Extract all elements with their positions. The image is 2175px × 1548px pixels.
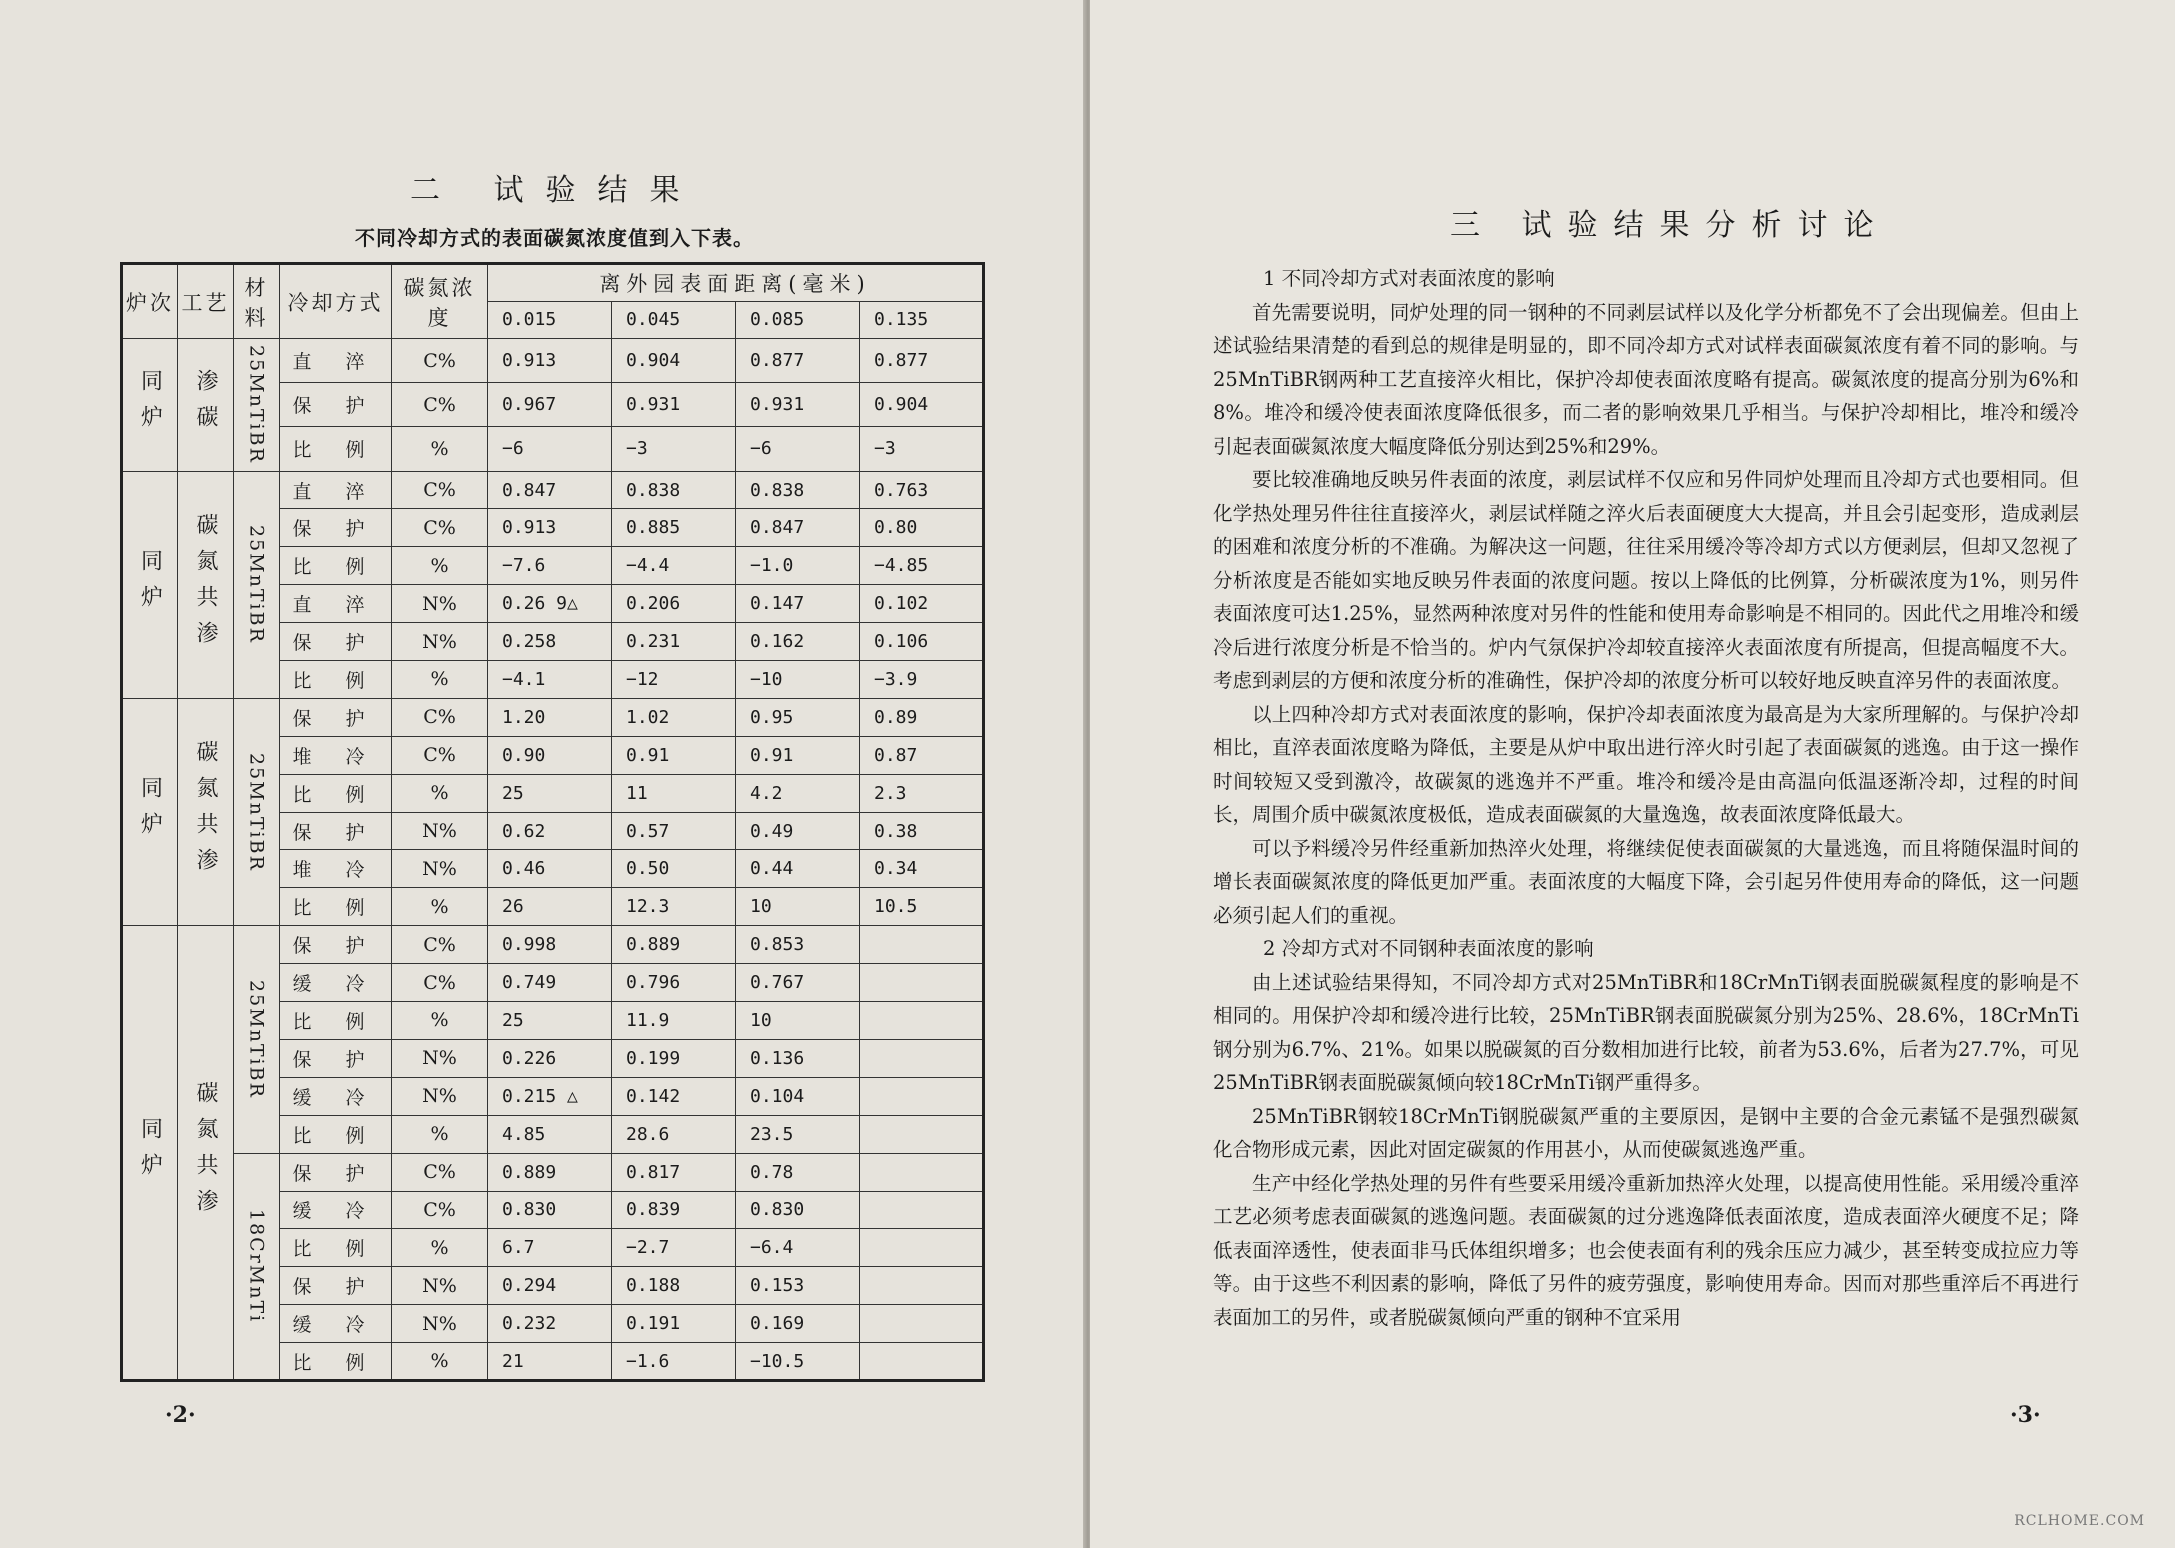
value-cell: 0.215 △ — [488, 1077, 612, 1115]
concentration-unit-cell: C% — [392, 926, 488, 964]
value-cell — [860, 1343, 984, 1381]
value-cell: 0.830 — [736, 1191, 860, 1229]
table-row — [122, 471, 984, 509]
value-cell: 0.104 — [736, 1077, 860, 1115]
value-cell: 21 — [488, 1343, 612, 1381]
value-cell: 0.90 — [488, 736, 612, 774]
value-cell: −7.6 — [488, 547, 612, 585]
material-cell: 25MnTiBR — [234, 471, 280, 698]
cooling-method-cell: 保 护 — [280, 926, 392, 964]
concentration-unit-cell: C% — [392, 471, 488, 509]
value-cell: −6 — [488, 427, 612, 471]
concentration-unit-cell: N% — [392, 1077, 488, 1115]
cooling-method-cell: 缓 冷 — [280, 964, 392, 1002]
material-cell: 18CrMnTi — [234, 1153, 280, 1380]
concentration-unit-cell: N% — [392, 1039, 488, 1077]
concentration-unit-cell: C% — [392, 1191, 488, 1229]
value-cell: 10 — [736, 888, 860, 926]
value-cell: 28.6 — [612, 1115, 736, 1153]
header-material: 材料 — [234, 264, 280, 339]
left-page — [0, 0, 1085, 1548]
table-row — [122, 698, 984, 736]
value-cell: 0.153 — [736, 1267, 860, 1305]
value-cell: 0.847 — [736, 509, 860, 547]
value-cell: 0.44 — [736, 850, 860, 888]
value-cell: 26 — [488, 888, 612, 926]
value-cell: 0.885 — [612, 509, 736, 547]
value-cell: 0.169 — [736, 1305, 860, 1343]
table-row — [122, 926, 984, 964]
value-cell: 0.931 — [736, 383, 860, 427]
value-cell: 0.206 — [612, 585, 736, 623]
value-cell: 0.853 — [736, 926, 860, 964]
concentration-unit-cell: % — [392, 1115, 488, 1153]
value-cell: 0.199 — [612, 1039, 736, 1077]
value-cell: 0.49 — [736, 812, 860, 850]
cooling-method-cell: 保 护 — [280, 623, 392, 661]
value-cell: −10.5 — [736, 1343, 860, 1381]
value-cell: 4.2 — [736, 774, 860, 812]
value-cell: 10.5 — [860, 888, 984, 926]
value-cell: 0.80 — [860, 509, 984, 547]
value-cell: 0.162 — [736, 623, 860, 661]
value-cell: 0.89 — [860, 698, 984, 736]
paragraph: 以上四种冷却方式对表面浓度的影响，保护冷却表面浓度为最高是为大家所理解的。与保护冷却相比，直淬表面浓度略为降低，主要是从炉中取出进行淬火时引起了表面碳氮的逃逸。由于这一操作时间较短又受到激冷，故碳氮的逃逸并不严重。堆冷和缓冷是由高温向低温逐渐冷却，过程的时间长，周围介质中碳氮浓度极低，造成表面碳氮的大量逸逸，故表面浓度降低最大。 — [1213, 702, 2079, 826]
concentration-unit-cell: C% — [392, 339, 488, 383]
value-cell: 0.817 — [612, 1153, 736, 1191]
furnace-cell: 同炉 — [122, 471, 178, 698]
value-cell: 0.191 — [612, 1305, 736, 1343]
value-cell: −4.4 — [612, 547, 736, 585]
cooling-method-cell: 比 例 — [280, 1343, 392, 1381]
value-cell: 23.5 — [736, 1115, 860, 1153]
value-cell: 0.232 — [488, 1305, 612, 1343]
concentration-unit-cell: % — [392, 1002, 488, 1040]
cooling-method-cell: 直 淬 — [280, 471, 392, 509]
cooling-method-cell: 保 护 — [280, 812, 392, 850]
value-cell: 0.91 — [736, 736, 860, 774]
cooling-method-cell: 比 例 — [280, 1002, 392, 1040]
cooling-method-cell: 保 护 — [280, 1153, 392, 1191]
concentration-unit-cell: N% — [392, 850, 488, 888]
value-cell: 0.967 — [488, 383, 612, 427]
concentration-unit-cell: N% — [392, 1305, 488, 1343]
value-cell: 25 — [488, 1002, 612, 1040]
paragraph: 要比较准确地反映另件表面的浓度，剥层试样不仅应和另件同炉处理而且冷却方式也要相同。但化学热处理另件往往直接淬火，剥层试样随之淬火后表面硬度大大提高，并且会引起变形，造成剥层的困难和浓度分析的不准确。为解决这一问题，往往采用缓冷等冷却方式以方便剥层，但却又忽视了分析浓度是否能如实地反映另件表面的浓度问题。按以上降低的比例算，分析碳浓度为1%，则另件表面浓度可达1.25%，显然两种浓度对另件的性能和使用寿命影响是不相同的。因此代之用堆冷和缓冷后进行浓度分析是不恰当的。炉内气氛保护冷却较直接淬火表面浓度有所提高，但提高幅度不大。考虑到剥层的方便和浓度分析的准确性，保护冷却的浓度分析可以较好地反映直淬另件的表面浓度。 — [1213, 468, 2079, 692]
value-cell: 0.847 — [488, 471, 612, 509]
cooling-method-cell: 保 护 — [280, 1267, 392, 1305]
cooling-method-cell: 比 例 — [280, 1115, 392, 1153]
value-cell — [860, 1002, 984, 1040]
value-cell: 0.91 — [612, 736, 736, 774]
value-cell: 0.913 — [488, 509, 612, 547]
concentration-unit-cell: C% — [392, 383, 488, 427]
discussion-body — [1213, 262, 2079, 1334]
value-cell: 0.830 — [488, 1191, 612, 1229]
concentration-unit-cell: C% — [392, 509, 488, 547]
value-cell: −10 — [736, 661, 860, 699]
concentration-unit-cell: % — [392, 1343, 488, 1381]
value-cell: −2.7 — [612, 1229, 736, 1267]
furnace-cell: 同炉 — [122, 926, 178, 1381]
concentration-unit-cell: N% — [392, 623, 488, 661]
concentration-unit-cell: % — [392, 888, 488, 926]
paragraph: 首先需要说明，同炉处理的同一钢种的不同剥层试样以及化学分析都免不了会出现偏差。但由上述试验结果清楚的看到总的规律是明显的，即不同冷却方式对试样表面碳氮浓度有着不同的影响。与25MnTiBR钢两种工艺直接淬火相比，保护冷却使表面浓度略有提高。碳氮浓度的提高分别为6%和8%。堆冷和缓冷使表面浓度降低很多，而二者的影响效果几乎相当。与保护冷却相比，堆冷和缓冷引起表面碳氮浓度大幅度降低分别达到25%和29%。 — [1213, 300, 2079, 458]
section-title-results: 二 试验结果 — [410, 173, 702, 208]
value-cell: 0.57 — [612, 812, 736, 850]
cooling-method-cell: 比 例 — [280, 774, 392, 812]
paragraph: 25MnTiBR钢较18CrMnTi钢脱碳氮严重的主要原因，是钢中主要的合金元素锰不是强烈碳氮化合物形成元素，因此对固定碳氮的作用甚小，从而使碳氮逃逸严重。 — [1213, 1104, 2079, 1161]
value-cell: 0.38 — [860, 812, 984, 850]
value-cell — [860, 1305, 984, 1343]
header-process: 工艺 — [178, 264, 234, 339]
value-cell: 25 — [488, 774, 612, 812]
value-cell: 0.838 — [612, 471, 736, 509]
paragraph: 可以予料缓冷另件经重新加热淬火处理，将继续促使表面碳氮的大量逃逸，而且将随保温时间的增长表面碳氮浓度的降低更加严重。表面浓度的大幅度下降，会引起另件使用寿命的降低，这一问题必须引起人们的重视。 — [1213, 836, 2079, 927]
value-cell: −4.85 — [860, 547, 984, 585]
value-cell: 0.78 — [736, 1153, 860, 1191]
concentration-unit-cell: C% — [392, 736, 488, 774]
concentration-unit-cell: N% — [392, 1267, 488, 1305]
value-cell: 0.106 — [860, 623, 984, 661]
value-cell: 1.02 — [612, 698, 736, 736]
cooling-method-cell: 堆 冷 — [280, 736, 392, 774]
value-cell: 0.102 — [860, 585, 984, 623]
value-cell: 0.258 — [488, 623, 612, 661]
header-distance: 离外园表面距离(毫米) — [488, 264, 984, 302]
value-cell: −3 — [612, 427, 736, 471]
header-cooling: 冷却方式 — [280, 264, 392, 339]
watermark: RCLHOME.COM — [2014, 1513, 2145, 1529]
concentration-unit-cell: C% — [392, 964, 488, 1002]
concentration-unit-cell: % — [392, 661, 488, 699]
value-cell: 0.931 — [612, 383, 736, 427]
furnace-cell: 同炉 — [122, 698, 178, 925]
value-cell: 0.294 — [488, 1267, 612, 1305]
value-cell: 0.889 — [612, 926, 736, 964]
cooling-method-cell: 比 例 — [280, 427, 392, 471]
value-cell: 0.62 — [488, 812, 612, 850]
value-cell: 0.136 — [736, 1039, 860, 1077]
value-cell — [860, 1191, 984, 1229]
paragraph: 由上述试验结果得知，不同冷却方式对25MnTiBR和18CrMnTi钢表面脱碳氮程度的影响是不相同的。用保护冷却和缓冷进行比较，25MnTiBR钢表面脱碳氮分别为25%、28.6%，18CrMnTi钢分别为6.7%、21%。如果以脱碳氮的百分数相加进行比较，前者为53.6%，后者为27.7%，可见25MnTiBR钢表面脱碳氮倾向较18CrMnTi钢严重得多。 — [1213, 970, 2079, 1094]
value-cell: 0.142 — [612, 1077, 736, 1115]
cooling-method-cell: 比 例 — [280, 1229, 392, 1267]
concentration-unit-cell: % — [392, 1229, 488, 1267]
header-furnace: 炉次 — [122, 264, 178, 339]
results-table — [120, 262, 985, 1382]
value-cell: 0.226 — [488, 1039, 612, 1077]
cooling-method-cell: 比 例 — [280, 888, 392, 926]
table-row — [122, 339, 984, 383]
concentration-unit-cell: C% — [392, 698, 488, 736]
header-depth-4: 0.135 — [860, 301, 984, 339]
concentration-unit-cell: % — [392, 774, 488, 812]
value-cell: 0.749 — [488, 964, 612, 1002]
value-cell — [860, 1077, 984, 1115]
value-cell — [860, 1115, 984, 1153]
concentration-unit-cell: C% — [392, 1153, 488, 1191]
value-cell: 10 — [736, 1002, 860, 1040]
value-cell: 2.3 — [860, 774, 984, 812]
value-cell: 0.231 — [612, 623, 736, 661]
cooling-method-cell: 堆 冷 — [280, 850, 392, 888]
value-cell: −4.1 — [488, 661, 612, 699]
value-cell: 0.998 — [488, 926, 612, 964]
value-cell: 0.839 — [612, 1191, 736, 1229]
value-cell: 0.46 — [488, 850, 612, 888]
cooling-method-cell: 保 护 — [280, 1039, 392, 1077]
value-cell: −12 — [612, 661, 736, 699]
value-cell: 1.20 — [488, 698, 612, 736]
process-cell: 碳氮共渗 — [178, 926, 234, 1381]
value-cell: −1.0 — [736, 547, 860, 585]
value-cell: 0.26 9△ — [488, 585, 612, 623]
value-cell: 0.34 — [860, 850, 984, 888]
cooling-method-cell: 比 例 — [280, 661, 392, 699]
value-cell: 0.889 — [488, 1153, 612, 1191]
value-cell: 0.147 — [736, 585, 860, 623]
subsection-heading-1: 1 不同冷却方式对表面浓度的影响 — [1263, 267, 1555, 290]
value-cell — [860, 1229, 984, 1267]
value-cell: 4.85 — [488, 1115, 612, 1153]
value-cell: 0.763 — [860, 471, 984, 509]
value-cell: 0.796 — [612, 964, 736, 1002]
concentration-unit-cell: % — [392, 547, 488, 585]
value-cell: −3 — [860, 427, 984, 471]
process-cell: 碳氮共渗 — [178, 471, 234, 698]
header-concentration: 碳氮浓度 — [392, 264, 488, 339]
value-cell — [860, 1153, 984, 1191]
value-cell: −6.4 — [736, 1229, 860, 1267]
table-caption: 不同冷却方式的表面碳氮浓度值到入下表。 — [355, 226, 754, 250]
cooling-method-cell: 缓 冷 — [280, 1305, 392, 1343]
value-cell: −3.9 — [860, 661, 984, 699]
cooling-method-cell: 比 例 — [280, 547, 392, 585]
paragraph: 生产中经化学热处理的另件有些要采用缓冷重新加热淬火处理，以提高使用性能。采用缓冷重淬工艺必须考虑表面碳氮的逃逸问题。表面碳氮的过分逃逸降低表面浓度，造成表面淬火硬度不足；降低表面淬透性，使表面非马氏体组织增多；也会使表面有利的残余压应力减少，甚至转变成拉应力等等。由于这些不利因素的影响，降低了另件的疲劳强度，影响使用寿命。因而对那些重淬后不再进行表面加工的另件，或者脱碳氮倾向严重的钢种不宜采用 — [1213, 1171, 2079, 1329]
value-cell: 0.904 — [860, 383, 984, 427]
value-cell: 0.877 — [736, 339, 860, 383]
value-cell — [860, 1039, 984, 1077]
value-cell: 11 — [612, 774, 736, 812]
table-row — [122, 1153, 984, 1191]
value-cell: 0.87 — [860, 736, 984, 774]
page-number-left: ·2· — [165, 1402, 196, 1428]
value-cell: 6.7 — [488, 1229, 612, 1267]
header-depth-2: 0.045 — [612, 301, 736, 339]
value-cell: 0.95 — [736, 698, 860, 736]
concentration-unit-cell: % — [392, 427, 488, 471]
value-cell: 0.904 — [612, 339, 736, 383]
material-cell: 25MnTiBR — [234, 339, 280, 471]
value-cell: 11.9 — [612, 1002, 736, 1040]
material-cell: 25MnTiBR — [234, 698, 280, 925]
value-cell — [860, 964, 984, 1002]
value-cell: −6 — [736, 427, 860, 471]
value-cell — [860, 1267, 984, 1305]
value-cell: 0.838 — [736, 471, 860, 509]
concentration-unit-cell: N% — [392, 812, 488, 850]
value-cell — [860, 926, 984, 964]
cooling-method-cell: 保 护 — [280, 698, 392, 736]
cooling-method-cell: 保 护 — [280, 509, 392, 547]
value-cell: 0.913 — [488, 339, 612, 383]
header-depth-1: 0.015 — [488, 301, 612, 339]
value-cell: 0.767 — [736, 964, 860, 1002]
section-title-discussion: 三 试验结果分析讨论 — [1450, 208, 1890, 243]
concentration-unit-cell: N% — [392, 585, 488, 623]
cooling-method-cell: 直 淬 — [280, 585, 392, 623]
cooling-method-cell: 保 护 — [280, 383, 392, 427]
value-cell: 12.3 — [612, 888, 736, 926]
cooling-method-cell: 缓 冷 — [280, 1191, 392, 1229]
value-cell: 0.877 — [860, 339, 984, 383]
value-cell: −1.6 — [612, 1343, 736, 1381]
value-cell: 0.50 — [612, 850, 736, 888]
process-cell: 渗碳 — [178, 339, 234, 471]
subsection-heading-2: 2 冷却方式对不同钢种表面浓度的影响 — [1263, 937, 1594, 960]
material-cell: 25MnTiBR — [234, 926, 280, 1153]
header-depth-3: 0.085 — [736, 301, 860, 339]
page-number-right: ·3· — [2010, 1402, 2041, 1428]
value-cell: 0.188 — [612, 1267, 736, 1305]
cooling-method-cell: 缓 冷 — [280, 1077, 392, 1115]
cooling-method-cell: 直 淬 — [280, 339, 392, 383]
furnace-cell: 同炉 — [122, 339, 178, 471]
process-cell: 碳氮共渗 — [178, 698, 234, 925]
